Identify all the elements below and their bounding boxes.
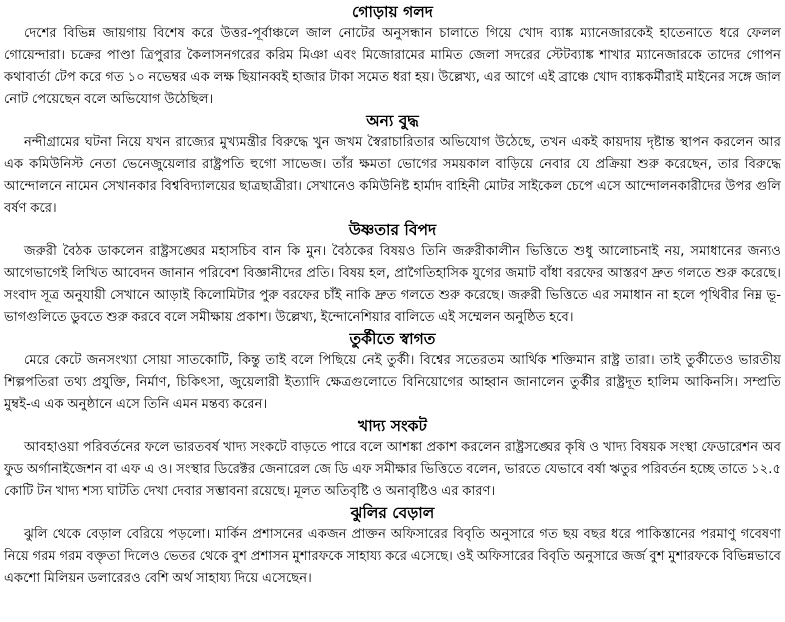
article-headline: গোড়ায় গলদ — [352, 3, 433, 21]
article-body: দেশের বিভিন্ন জায়গায় বিশেষ করে উত্তর-পূর্বাঞ্চলে জাল নোটের অনুসন্ধান চালাতে গিয়ে খোদ ব্যাঙ্ক ম্যানেজারকেই হাতেনাতে ধরে ফেলল গোয়েন্দারা। চক্রের পাণ্ডা ত্রিপুরার কৈলাসনগরের করিম মিঞা এবং মিজোরামের মামিত জেলা সদরের স্টেটব্যাঙ্ক শাখার ম্যানেজারকে তাদের গোপন কথাবার্তা টেপ করে গত ১০ নভেম্বর এক লক্ষ ছিয়ানব্বই হাজার টাকা সমেত ধরা হয়। উল্লেখ্য, এর আগে এই ব্রাঞ্চে খোদ ব্যাঙ্ককর্মীরাই মাইনের সঙ্গে জাল নোট পেয়েছেন বলে অভিযোগ উঠেছিল। — [4, 26, 781, 107]
article-headline: উষ্ণতার বিপদ — [348, 221, 437, 239]
article-body: আবহাওয়া পরিবর্তনের ফলে ভারতবর্ষ খাদ্য সংকটে বাড়তে পারে বলে আশঙ্কা প্রকাশ করলেন রাষ্ট্রসঙ্ঘের কৃষি ও খাদ্য বিষয়ক সংস্থা ফেডারেশন অব ফুড অর্গানাইজেশন বা এফ এ ও। সংস্থার ডিরেক্টর জেনারেল জে ডি এফ সমীক্ষার ভিত্তিতে বলেন, ভারতে যেভাবে বর্ষা ঋতুর পরিবর্তন হচ্ছে তাতে ১২.৫ কোটি টন খাদ্য শস্য ঘাটতি দেখা দেবার সম্ভাবনা রয়েছে। মূলত অতিবৃষ্টি ও অনাবৃষ্টিও এর কারণ। — [4, 440, 781, 499]
article-body: মেরে কেটে জনসংখ্যা সোয়া সাতকোটি, কিন্তু তাই বলে পিছিয়ে নেই তুর্কী। বিশ্বের সতেরতম আর্থিক শক্তিমান রাষ্ট্র তারা। তাই তুর্কীতেও ভারতীয় শিল্পপতিরা তথ্য প্রযুক্তি, নির্মাণ, চিকিৎসা, জুয়েলারী ইত্যাদি ক্ষেত্রগুলোতে বিনিয়োগের আহ্বান জানালেন তুর্কীর রাষ্ট্রদূত হালিম আকিনসি। সম্প্রতি মুম্বই-এ এক অনুষ্ঠানে এসে তিনি এমন মন্তব্য করেন। — [4, 353, 781, 412]
article-headline: তুর্কীতে স্বাগত — [349, 330, 436, 348]
article-ushnotar-bipod — [4, 220, 781, 329]
article-onno-buddho — [4, 111, 781, 220]
article-body: ঝুলি থেকে বেড়াল বেরিয়ে পড়লো। মার্কিন প্রশাসনের একজন প্রাক্তন অফিসারের বিবৃতি অনুসারে গত ছয় বছর ধরে পাকিস্তানের পরমাণু গবেষণা নিয়ে গরম গরম বক্তৃতা দিলেও ভেতর থেকে বুশ প্রশাসন মুশারফকে সাহায্য করে এসেছে। ওই অফিসারের বিবৃতি অনুসারে জর্জ বুশ মুশারফকে বিভিন্নভাবে একশো মিলিয়ন ডলারেরও বেশি অর্থ সাহায্য দিয়ে এসেছেন। — [4, 527, 781, 586]
article-body: জরুরী বৈঠক ডাকলেন রাষ্ট্রসঙ্ঘের মহাসচিব বান কি মুন। বৈঠকের বিষয়ও তিনি জরুরীকালীন ভিত্তিতে শুধু আলোচনাই নয়, সমাধানের জন্যও আগেভাগেই লিখিত আবেদন জানান পরিবেশ বিজ্ঞানীদের প্রতি। বিষয় হল, প্রাগৈতিহাসিক যুগের জমাট বাঁধা বরফের আস্তরণ দ্রুত গলতে শুরু করেছে। সংবাদ সূত্র অনুযায়ী সেখানে আড়াই কিলোমিটার পুরু বরফের চাঁই নাকি দ্রুত গলতে শুরু করেছে। জরুরী ভিত্তিতে এর সমাধান না হলে পৃথিবীর নিম্ন ভূ-ভাগগুলিতে ডুবতে শুরু করবে বলে সমীক্ষায় প্রকাশ। উল্লেখ্য, ইন্দোনেশিয়ার বালিতে এই সম্মেলন অনুষ্ঠিত হবে। — [4, 244, 781, 325]
article-jhulir-beral — [4, 503, 781, 590]
article-body: নন্দীগ্রামের ঘটনা নিয়ে যখন রাজ্যের মুখ্যমন্ত্রীর বিরুদ্ধে খুন জখম স্বৈরাচারিতার অভিযোগ উঠেছে, তখন একই কায়দায় দৃষ্টান্ত স্থাপন করলেন আর এক কমিউনিস্ট নেতা ভেনেজুয়েলার রাষ্ট্রপতি হুগো সাভেজ। তাঁর ক্ষমতা ভোগের সময়কাল বাড়িয়ে নেবার যে প্রক্রিয়া শুরু করেছেন, তার বিরুদ্ধে আন্দোলনে নামেন সেখানকার বিশ্ববিদ্যালয়ের ছাত্রছাত্রীরা। সেখানেও কমিউনিষ্ট হার্মাদ বাহিনী মোটর সাইকেল চেপে এসে আন্দোলনকারীদের উপর গুলি বর্ষণ করে। — [4, 135, 781, 216]
article-headline: ঝুলির বেড়াল — [350, 504, 435, 522]
article-headline: খাদ্য সংকট — [358, 417, 427, 435]
article-turkite-swagoto — [4, 329, 781, 416]
article-goray-golod — [4, 2, 781, 111]
article-khaddo-sonkot — [4, 416, 781, 503]
article-headline: অন্য বুদ্ধ — [366, 112, 419, 130]
